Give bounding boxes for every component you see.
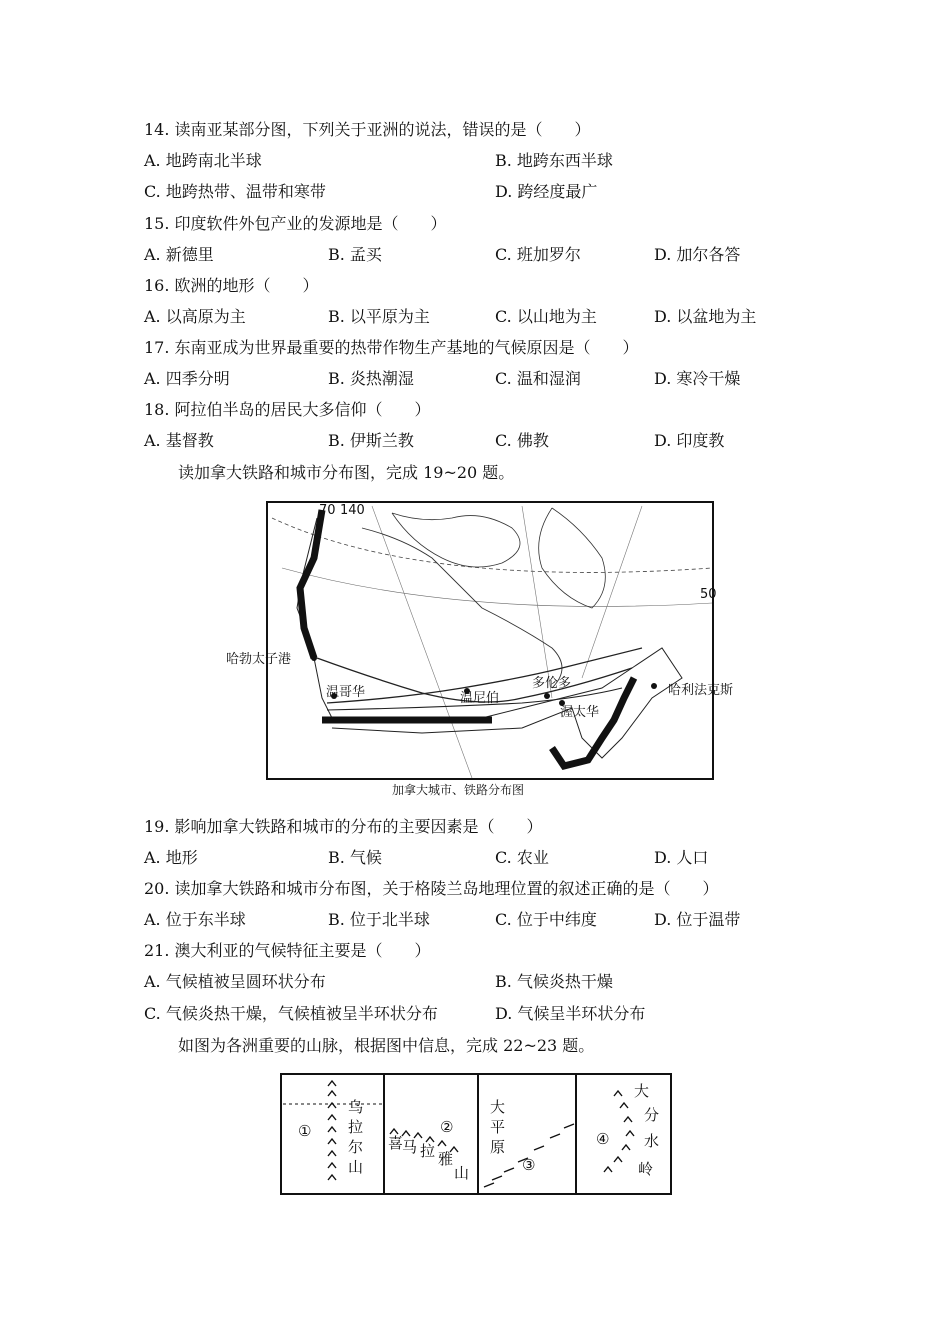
question-19-stem: 19. 影响加拿大铁路和城市的分布的主要因素是（ ） (144, 817, 543, 836)
question-20-option-d[interactable]: D. 位于温带 (654, 910, 741, 929)
meridian-line-1 (372, 506, 472, 778)
question-21-option-b[interactable]: B. 气候炎热干燥 (495, 972, 613, 991)
tick-label-140: 140 (340, 503, 365, 518)
panel3-char-2: 平 (490, 1118, 506, 1136)
canada-map-caption: 加拿大城市、铁路分布图 (392, 783, 525, 797)
question-19-option-d[interactable]: D. 人口 (654, 848, 709, 867)
question-15-option-a[interactable]: A. 新德里 (144, 245, 214, 264)
question-21-option-d[interactable]: D. 气候呈半环状分布 (495, 1004, 646, 1023)
question-16-stem: 16. 欧洲的地形（ ） (144, 276, 319, 295)
panel2-number: ② (440, 1118, 454, 1136)
question-17-option-a[interactable]: A. 四季分明 (144, 369, 230, 388)
question-21-option-a[interactable]: A. 气候植被呈圆环状分布 (144, 972, 326, 991)
question-20-stem: 20. 读加拿大铁路和城市分布图，关于格陵兰岛地理位置的叙述正确的是（ ） (144, 879, 719, 898)
arctic-islands-outline (392, 513, 520, 567)
question-20-option-a[interactable]: A. 位于东半球 (144, 910, 246, 929)
question-20-option-c[interactable]: C. 位于中纬度 (495, 910, 597, 929)
panel1-number: ① (298, 1122, 312, 1140)
city-label-vancouver: 温哥华 (326, 685, 366, 700)
meridian-line-2 (522, 506, 552, 698)
panel4-char-4: 岭 (638, 1160, 654, 1178)
meridian-line-3 (582, 506, 642, 678)
question-17-option-c[interactable]: C. 温和湿润 (495, 369, 581, 388)
question-16-option-a[interactable]: A. 以高原为主 (144, 307, 246, 326)
east-coast-thick-line (552, 678, 634, 766)
question-21-stem: 21. 澳大利亚的气候特征主要是（ ） (144, 941, 431, 960)
question-14-option-b[interactable]: B. 地跨东西半球 (495, 151, 613, 170)
city-label-prince-rupert: 哈勃太子港 (226, 652, 292, 667)
tick-label-70: 70 (319, 503, 336, 518)
question-19-option-c[interactable]: C. 农业 (495, 848, 549, 867)
canada-map-figure (222, 498, 746, 802)
hudson-bay-outline (362, 528, 562, 688)
city-label-ottawa: 渥太华 (560, 705, 600, 720)
question-19-option-b[interactable]: B. 气候 (328, 848, 382, 867)
question-16-option-b[interactable]: B. 以平原为主 (328, 307, 430, 326)
question-20-option-b[interactable]: B. 位于北半球 (328, 910, 430, 929)
panel1-char-3: 尔 (348, 1138, 364, 1156)
question-21-option-c[interactable]: C. 气候炎热干燥，气候植被呈半环状分布 (144, 1004, 438, 1023)
panel1-char-2: 拉 (348, 1118, 364, 1136)
question-18-option-c[interactable]: C. 佛教 (495, 431, 549, 450)
intro-canada-map: 读加拿大铁路和城市分布图，完成 19~20 题。 (178, 463, 515, 482)
map-frame (267, 502, 713, 779)
question-14-option-c[interactable]: C. 地跨热带、温带和寒带 (144, 182, 326, 201)
panel4-char-2: 分 (644, 1106, 660, 1124)
tick-label-50: 50 (700, 587, 717, 602)
panel1-char-4: 山 (348, 1158, 364, 1176)
mountains-frame (281, 1074, 671, 1194)
question-17-option-b[interactable]: B. 炎热潮湿 (328, 369, 414, 388)
question-16-option-d[interactable]: D. 以盆地为主 (654, 307, 757, 326)
question-18-stem: 18. 阿拉伯半岛的居民大多信仰（ ） (144, 400, 431, 419)
panel3-number: ③ (522, 1156, 536, 1174)
panel2-char-2: 马 (402, 1138, 418, 1156)
question-17-stem: 17. 东南亚成为世界最重要的热带作物生产基地的气候原因是（ ） (144, 338, 639, 357)
question-14-stem: 14. 读南亚某部分图，下列关于亚洲的说法，错误的是（ ） (144, 120, 591, 139)
question-15-option-d[interactable]: D. 加尔各答 (654, 245, 741, 264)
panel2-char-5: 山 (454, 1164, 470, 1182)
question-15-option-c[interactable]: C. 班加罗尔 (495, 245, 581, 264)
question-15-option-b[interactable]: B. 孟买 (328, 245, 382, 264)
city-dot-prince-rupert (311, 655, 317, 661)
question-18-option-b[interactable]: B. 伊斯兰教 (328, 431, 414, 450)
panel4-char-1: 大 (634, 1082, 650, 1100)
panel1-char-1: 乌 (348, 1098, 364, 1116)
question-15-stem: 15. 印度软件外包产业的发源地是（ ） (144, 214, 447, 233)
west-coast-thick-line (300, 510, 322, 658)
panel1-mountain-symbols (328, 1081, 336, 1180)
city-label-halifax: 哈利法克斯 (668, 683, 734, 698)
panel4-char-3: 水 (644, 1132, 660, 1150)
panel2-char-1: 喜 (388, 1134, 404, 1152)
city-dot-halifax (651, 683, 657, 689)
city-label-toronto: 多伦多 (532, 676, 572, 691)
panel4-number: ④ (596, 1130, 610, 1148)
question-18-option-d[interactable]: D. 印度教 (654, 431, 725, 450)
mountains-figure (278, 1072, 674, 1198)
city-dot-toronto (544, 693, 550, 699)
question-16-option-c[interactable]: C. 以山地为主 (495, 307, 597, 326)
question-18-option-a[interactable]: A. 基督教 (144, 431, 214, 450)
panel2-char-4: 雅 (438, 1150, 454, 1168)
panel2-char-3: 拉 (420, 1142, 436, 1160)
panel3-char-1: 大 (490, 1098, 506, 1116)
question-14-option-a[interactable]: A. 地跨南北半球 (144, 151, 262, 170)
question-19-option-a[interactable]: A. 地形 (144, 848, 198, 867)
arctic-circle-line (272, 518, 712, 572)
intro-mountains-map: 如图为各洲重要的山脉，根据图中信息，完成 22~23 题。 (178, 1036, 595, 1055)
panel3-char-3: 原 (490, 1138, 506, 1156)
parallel-line (282, 568, 712, 606)
city-label-winnipeg: 温尼伯 (460, 691, 500, 706)
question-14-option-d[interactable]: D. 跨经度最广 (495, 182, 598, 201)
baffin-island-outline (539, 508, 606, 608)
question-17-option-d[interactable]: D. 寒冷干燥 (654, 369, 741, 388)
